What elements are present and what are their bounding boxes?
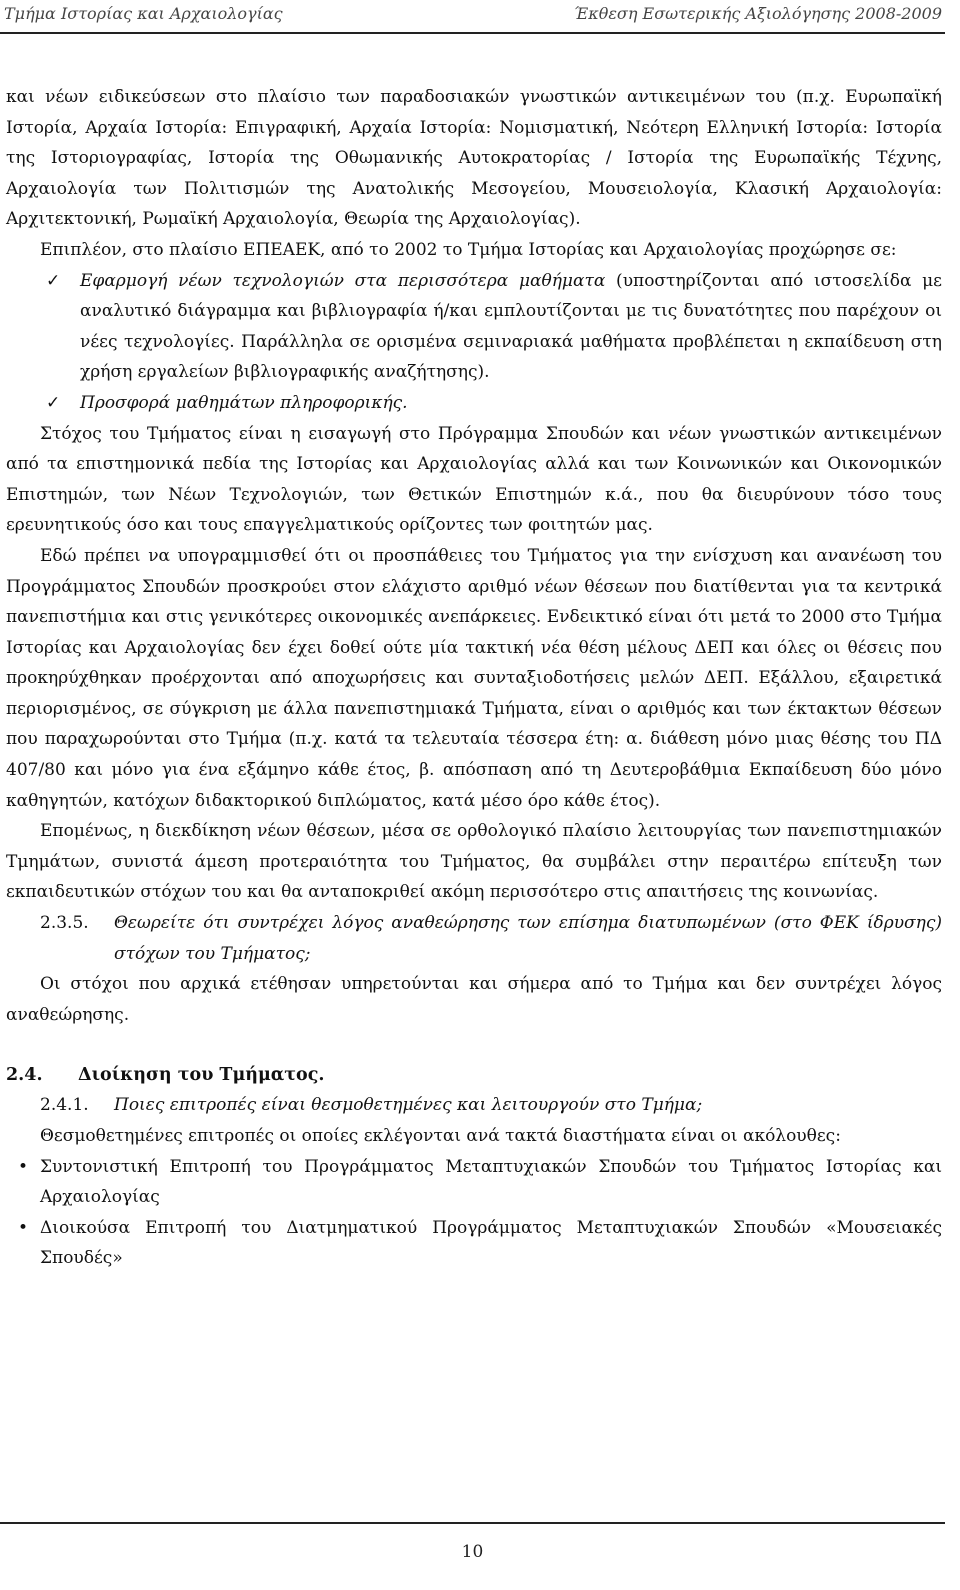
header-divider	[0, 32, 945, 34]
header-report-title: Έκθεση Εσωτερικής Αξιολόγησης 2008-2009	[573, 4, 942, 23]
paragraph-goal: Στόχος του Τμήματος είναι η εισαγωγή στο Πρόγραμμα Σπουδών και νέων γνωστικών αντικειμένων από τα επιστημονικά πεδία της Ιστορίας και Αρχαιολογίας αλλά και των Κοινωνικών και Οικονομικών Επιστημών, των Νέων Τεχνολογιών, των Θετικών Επιστημών κ.ά., που θα διευρύνουν τόσο τους ερευνητικούς όσο και τους επαγγελματικούς ορίζοντες των φοιτητών μας.	[6, 423, 942, 536]
section-title: Διοίκηση του Τμήματος.	[78, 1065, 325, 1086]
check-item-title: Προσφορά μαθημάτων πληροφορικής.	[80, 392, 408, 413]
document-body	[6, 82, 942, 1274]
check-item-new-technologies	[6, 266, 942, 388]
paragraph-epeaek: Επιπλέον, στο πλαίσιο ΕΠΕΑΕΚ, από το 2002 το Τμήμα Ιστορίας και Αρχαιολογίας προχώρησε σε:	[40, 239, 897, 260]
checkmark-icon: ✓	[46, 270, 61, 291]
bullet-icon: •	[18, 1217, 29, 1238]
list-item-text: Συντονιστική Επιτροπή του Προγράμματος Μεταπτυχιακών Σπουδών του Τμήματος Ιστορίας και Αρχαιολογίας	[40, 1156, 942, 1208]
list-item	[6, 1152, 942, 1213]
check-item-title: Εφαρμογή νέων τεχνολογιών στα περισσότερα μαθήματα	[80, 270, 606, 291]
page-number: 10	[461, 1542, 484, 1562]
check-item-informatics	[6, 388, 942, 419]
page-header	[0, 0, 960, 40]
checkmark-icon: ✓	[46, 392, 61, 413]
bullet-icon: •	[18, 1156, 29, 1177]
section-number: 2.4.	[6, 1065, 43, 1086]
section-heading-2-4	[6, 1060, 942, 1090]
committees-list	[6, 1152, 942, 1274]
paragraph-answer-2-3-5: Οι στόχοι που αρχικά ετέθησαν υπηρετούνται και σήμερα από το Τμήμα και δεν συντρέχει λόγος αναθεώρησης.	[6, 974, 942, 1025]
list-item	[6, 1213, 942, 1274]
header-department: Τμήμα Ιστορίας και Αρχαιολογίας	[4, 4, 283, 23]
paragraph-specializations: και νέων ειδικεύσεων στο πλαίσιο των παραδοσιακών γνωστικών αντικειμένων του (π.χ. Ευρωπαϊκή Ιστορία, Αρχαία Ιστορία: Επιγραφική, Αρχαία Ιστορία: Νομισματική, Νεότερη Ελληνική Ιστορία: Ιστορία της Ιστοριογραφίας, Ιστορία της Οθωμανικής Αυτοκρατορίας / Ιστορία της Ευρωπαϊκής Τέχνης, Αρχαιολογία των Πολιτισμών της Ανατολικής Μεσογείου, Μουσειολογία, Κλασική Αρχαιολογία: Αρχιτεκτονική, Ρωμαϊκή Αρχαιολογία, Θεωρία της Αρχαιολογίας).	[6, 87, 942, 230]
question-text: Ποιες επιτροπές είναι θεσμοθετημένες και λειτουργούν στο Τμήμα;	[114, 1095, 703, 1116]
question-number: 2.4.1.	[40, 1095, 89, 1116]
question-2-4-1	[6, 1090, 942, 1121]
paragraph-priority: Επομένως, η διεκδίκηση νέων θέσεων, μέσα σε ορθολογικό πλαίσιο λειτουργίας των πανεπιστημιακών Τμημάτων, συνιστά άμεση προτεραιότητα του Τμήματος, θα συμβάλει στην περαιτέρω επίτευξη των εκπαιδευτικών στόχων του και θα ανταποκριθεί ακόμη περισσότερο στις απαιτήσεις της κοινωνίας.	[6, 821, 942, 903]
paragraph-committees-intro: Θεσμοθετημένες επιτροπές οι οποίες εκλέγονται ανά τακτά διαστήματα είναι οι ακόλουθες:	[40, 1126, 841, 1146]
footer-divider	[0, 1522, 945, 1524]
list-item-text: Διοικούσα Επιτροπή του Διατμηματικού Προγράμματος Μεταπτυχιακών Σπουδών «Μουσειακές Σπουδές»	[40, 1217, 942, 1269]
check-item-detail: (υποστηρίζονται από ιστοσελίδα με αναλυτικό διάγραμμα και βιβλιογραφία ή/και εμπλουτίζονται με τις δυνατότητες που παρέχουν οι νέες τεχνολογίες. Παράλληλα σε ορισμένα σεμιναριακά μαθήματα προβλέπεται η εκπαίδευση στη χρήση εργαλείων βιβλιογραφικής αναζήτησης).	[80, 270, 942, 383]
paragraph-positions: Εδώ πρέπει να υπογραμμισθεί ότι οι προσπάθειες του Τμήματος για την ενίσχυση και ανανέωση του Προγράμματος Σπουδών προσκρούει στον ελάχιστο αριθμό νέων θέσεων που διατίθενται για τα κεντρικά πανεπιστήμια και στις γενικότερες οικονομικές ανεπάρκειες. Ενδεικτικό είναι ότι μετά το 2000 στο Τμήμα Ιστορίας και Αρχαιολογίας δεν έχει δοθεί ούτε μία τακτική νέα θέση μέλους ΔΕΠ και όλες οι θέσεις που προκηρύχθηκαν προέρχονται από αποχωρήσεις και συνταξιοδοτήσεις μελών ΔΕΠ. Εξάλλου, εξαιρετικά περιορισμένος, σε σύγκριση με άλλα πανεπιστημιακά Τμήματα, είναι ο αριθμός και των έκτακτων θέσεων που παραχωρούνται στο Τμήμα (π.χ. κατά τα τελευταία τέσσερα έτη: α. διάθεση μόνο μιας θέσης του ΠΔ 407/80 και μόνο για ένα εξάμηνο κάθε έτος, β. απόσπαση από τη Δευτεροβάθμια Εκπαίδευση δύο μόνο καθηγητών, κατόχων διδακτορικού διπλώματος, κατά μέσο όρο κάθε έτος).	[6, 545, 942, 811]
question-text: Θεωρείτε ότι συντρέχει λόγος αναθεώρησης των επίσημα διατυπωμένων (στο ΦΕΚ ίδρυσης) στόχων του Τμήματος;	[114, 913, 942, 964]
question-2-3-5	[6, 908, 942, 969]
question-number: 2.3.5.	[40, 913, 89, 934]
